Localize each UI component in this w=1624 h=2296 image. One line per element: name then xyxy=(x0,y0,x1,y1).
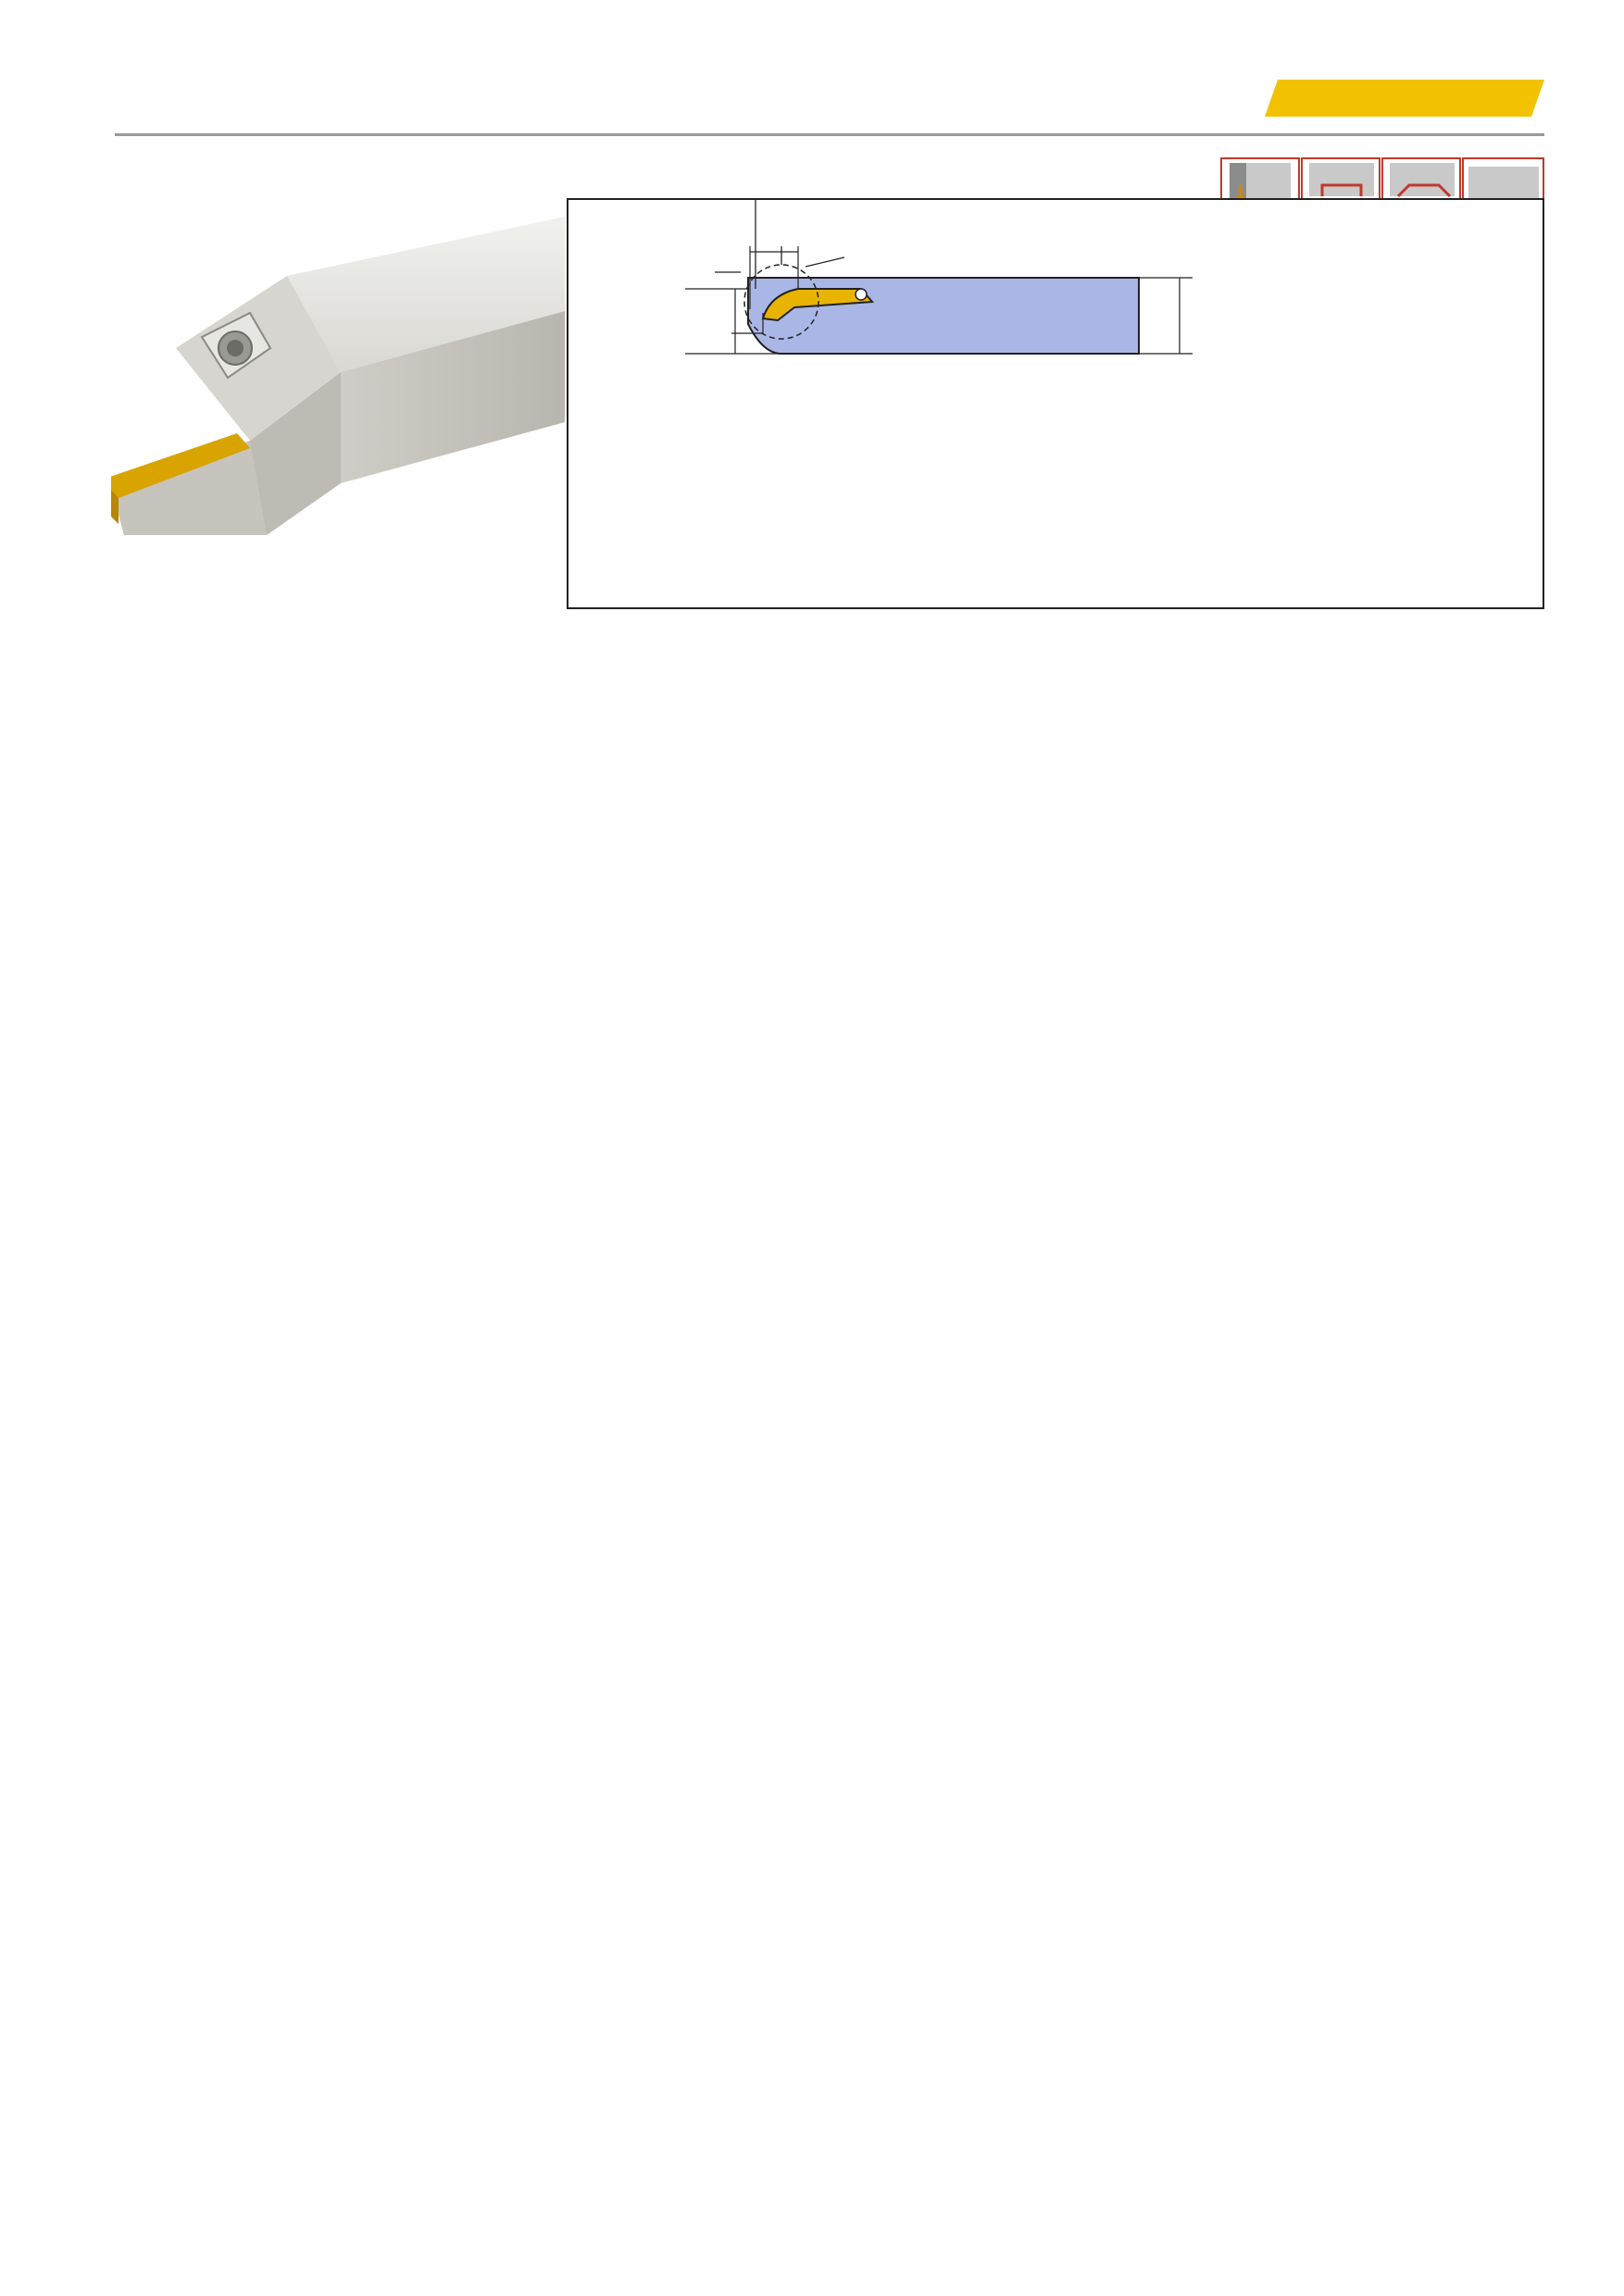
holder-top-view xyxy=(748,278,1139,354)
technical-drawing xyxy=(567,198,1544,609)
t-clamp-logo xyxy=(1261,74,1548,128)
header-rule xyxy=(115,133,1544,136)
logo-background xyxy=(1265,80,1544,117)
product-photo xyxy=(111,209,565,552)
